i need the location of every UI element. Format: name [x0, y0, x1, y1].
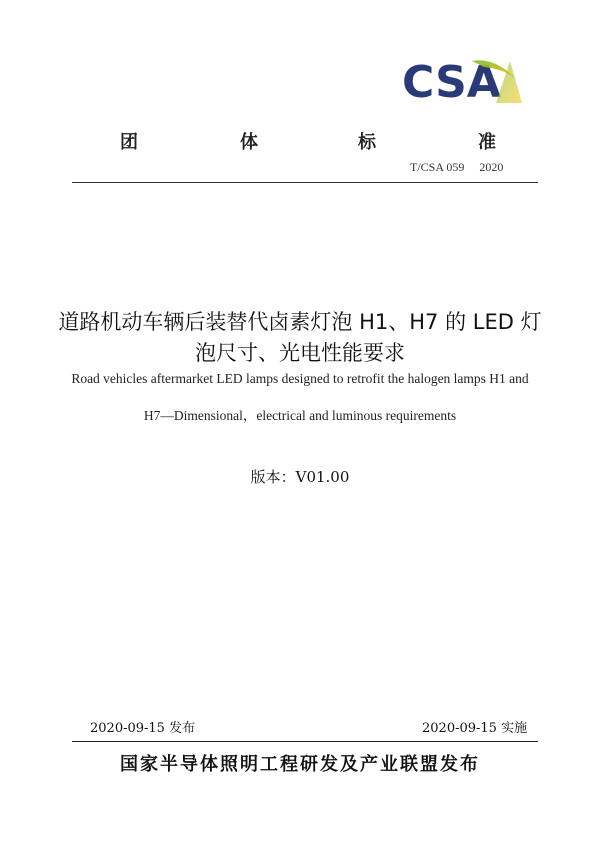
standard-code: T/CSA 059 2020: [410, 160, 504, 174]
standard-type-char-1: 团: [120, 132, 138, 153]
title-english-line-2: H7—Dimensional，electrical and luminous requirements: [143, 408, 457, 423]
version-label: 版本：V01.00: [250, 468, 350, 486]
title-english-line-1: Road vehicles aftermarket LED lamps designed to retrofit the halogen lamps H1 and: [71, 371, 529, 386]
issue-date: 2020-09-15 发布: [90, 721, 196, 736]
standard-type-char-2: 体: [240, 132, 258, 153]
publisher: 国家半导体照明工程研发及产业联盟发布: [120, 754, 480, 775]
footer-divider: [72, 741, 538, 742]
standard-type-char-3: 标: [358, 132, 376, 153]
csa-logo-lettering: CSA: [402, 57, 501, 105]
title-chinese-line-1: 道路机动车辆后装替代卤素灯泡 H1、H7 的 LED 灯: [58, 310, 542, 334]
header-divider: [72, 182, 538, 183]
implementation-date: 2020-09-15 实施: [422, 721, 528, 736]
standard-type-char-4: 准: [478, 132, 496, 153]
csa-logo: [400, 55, 525, 105]
title-chinese-line-2: 泡尺寸、光电性能要求: [195, 341, 405, 365]
